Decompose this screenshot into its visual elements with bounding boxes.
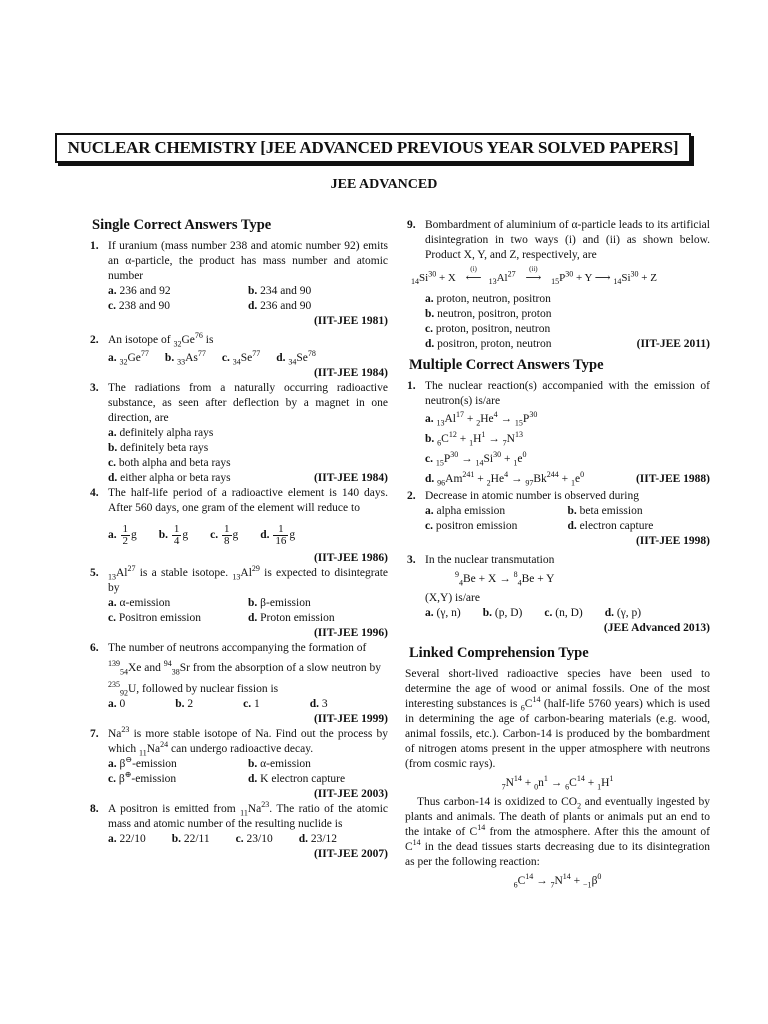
left-column — [88, 218, 388, 862]
source-q1: (IIT-JEE 1981) — [313, 315, 388, 327]
options-mc2: a. alpha emission b. beta emission c. positron emission d. electron capture — [425, 505, 654, 532]
question-1 — [88, 239, 388, 284]
question-text: Na$^{23}$ is more stable isotope of Na. Find out the process by which $_{11}Na^{24}$ can undergo radioactive decay. — [108, 725, 388, 758]
source-mc3: (JEE Advanced 2013) — [603, 622, 710, 634]
source-q4: (IIT-JEE 1986) — [313, 552, 388, 564]
question-text: The radiations from a naturally occurring radioactive substance, as seen after deflection by a magnet in one direction, are — [108, 382, 388, 424]
section-single-correct: Single Correct Answers Type — [92, 217, 272, 233]
section-linked-comprehension: Linked Comprehension Type — [409, 645, 589, 661]
question-text: $_{13}Al^{27}$ is a stable isotope. $_{13}Al^{29}$ is expected to disintegrate by — [108, 564, 388, 594]
options-q6: a. 0 b. 2 c. 1 d. 3 — [108, 698, 328, 710]
options-q2: a. $_{32}Ge^{77}$ b. $_{33}As^{77}$ c. $_{34}Se^{77}$ d. $_{34}Se^{78}$ — [108, 349, 316, 367]
options-mc1-last: d. $_{96}Am^{241} + _2He^4 \to _{97}Bk^{244} + _1e^0$ (IIT-JEE 1988) — [425, 470, 710, 488]
options-q8: a. 22/10 b. 22/11 c. 23/10 d. 23/12 — [108, 833, 338, 845]
question-7: 7. Na$^{23}$ is more stable isotope of Na. Find out the process by which $_{11}Na^{24}$ can undergo radioactive decay. — [90, 725, 388, 758]
options-q9-last: d. positron, proton, neutron (IIT-JEE 2011) — [425, 338, 710, 350]
options-mc3: a. (γ, n) b. (p, D) c. (n, D) d. (γ, p) — [425, 607, 642, 619]
option-b: 234 and 90 — [260, 285, 312, 297]
option-c: 238 and 90 — [118, 300, 170, 312]
source-q6: (IIT-JEE 1999) — [313, 713, 388, 725]
question-number: 1. — [90, 240, 99, 252]
question-text: If uranium (mass number 238 and atomic number 92) emits an α-particle, the product has mass number and atomic number — [108, 240, 388, 282]
source-mc1: (IIT-JEE 1988) — [635, 473, 710, 485]
options-q7: a. β⊖-emission b. α-emission c. β⊕-emission d. K electron capture — [108, 755, 346, 785]
reaction-equation: $_{14}Si^{30} + X$ (i) ⟵ $_{13}Al^{27}$ (ii) ⟶ $_{15}P^{30} + Y$ ⟶ $_{14}Si^{30} + Z$ — [411, 265, 657, 287]
options-q9: a. proton, neutron, positron b. neutron, positron, proton c. proton, positron, neutron — [425, 293, 552, 335]
options-q4: a. $\frac{1}{2}$ g b. $\frac{1}{4}$ g c. $\frac{1}{8}$ g d. $\frac{1}{16}$ g — [108, 523, 296, 547]
exam-heading: JEE ADVANCED — [330, 177, 438, 192]
right-column — [405, 218, 710, 893]
source-q7: (IIT-JEE 2003) — [313, 788, 388, 800]
mc-question-1: 1. The nuclear reaction(s) accompanied with the emission of neutron(s) is/are — [407, 380, 710, 407]
comprehension-paragraph-1: Several short-lived radioactive species have been used to determine the age of wood or animal fossils. One of the most interesting substances is $_6C^{14}$ (half-life 5760 years) which is used in determining the age of carbon-bearing materials (e.g. wood, animal fossils, etc.). Carbon-14 is produced by the bombardment of nitrogen atoms present in the upper atmosphere with neutrons (from cosmic rays). — [405, 668, 711, 770]
option-a: 236 and 92 — [119, 285, 171, 297]
question-6: 6. The number of neutrons accompanying the formation of — [90, 642, 367, 654]
options-q3-last: d. either alpha or beta rays (IIT-JEE 1984) — [108, 472, 388, 484]
xy-label: (X,Y) is/are — [425, 592, 480, 604]
question-8: 8. A positron is emitted from $_{11}Na^{23}$. The ratio of the atomic mass and atomic number of the resulting nuclide is — [90, 800, 388, 830]
option-d: 236 and 90 — [260, 300, 312, 312]
source-q5: (IIT-JEE 1996) — [313, 627, 388, 639]
options-mc1: a. $_{13}Al^{17} + _2He^4 \to _{15}P^{30}$ b. $_6C^{12} + _1H^1 \to _7N^{13}$ c. $_{15}P^{30} \to _{14}Si^{30} + _1e^0$ — [425, 410, 538, 468]
question-text: The nuclear reaction(s) accompanied with the emission of neutron(s) is/are — [425, 380, 710, 407]
comprehension-paragraph-2: Thus carbon-14 is oxidized to $CO_2$ and eventually ingested by plants and animals. The death of plants or animals put an end to the intake of $C^{14}$ from the atmosphere. After this the amount of $C^{14}$ in the dead tissues starts decreasing due to its disintegration as per the following reaction: — [405, 796, 710, 868]
question-text: A positron is emitted from $_{11}Na^{23}$. The ratio of the atomic mass and atomic number of the resulting nuclide is — [108, 800, 388, 830]
source-q8: (IIT-JEE 2007) — [313, 848, 388, 860]
source-q3: (IIT-JEE 1984) — [313, 472, 388, 484]
options-q1: a. 236 and 92 b. 234 and 90 c. 238 and 90 d. 236 and 90 — [108, 285, 312, 312]
question-4: 4. The half-life period of a radioactive element is 140 days. After 560 days, one gram of the element will reduce to — [90, 487, 388, 514]
question-3: 3. The radiations from a naturally occurring radioactive substance, as seen after deflection by a magnet in one direction, are — [90, 382, 388, 424]
question-2: 2. An isotope of $_{32}Ge^{76}$ is — [90, 331, 214, 349]
page-title: NUCLEAR CHEMISTRY [JEE ADVANCED PREVIOUS YEAR SOLVED PAPERS] — [55, 133, 691, 163]
source-q2: (IIT-JEE 1984) — [313, 367, 388, 379]
carbon-production-equation: $_7N^{14} + _0n^1 \to _6C^{14} + _1H^1$ — [501, 774, 614, 792]
question-text: In the nuclear transmutation — [425, 554, 555, 566]
section-multiple-correct: Multiple Correct Answers Type — [409, 357, 604, 373]
mc-question-3: 3. In the nuclear transmutation — [407, 554, 555, 566]
question-6-cont: $^{139}_{54}$Xe and $^{94}_{38}$Sr from the absorption of a slow neutron by — [108, 659, 381, 677]
question-6-cont2: $^{235}_{92}$U, followed by nuclear fission is — [108, 680, 279, 698]
question-text: The number of neutrons accompanying the formation of — [108, 642, 367, 654]
source-mc2: (IIT-JEE 1998) — [635, 535, 710, 547]
question-text: Decrease in atomic number is observed during — [425, 490, 639, 502]
source-q9: (IIT-JEE 2011) — [636, 338, 710, 350]
mc-question-2: 2. Decrease in atomic number is observed during — [407, 490, 639, 502]
question-text: The half-life period of a radioactive element is 140 days. After 560 days, one gram of the element will reduce to — [108, 487, 388, 514]
question-text: Bombardment of aluminium of α-particle leads to its artificial disintegration in two ways (i) and (ii) as shown below. Product X, Y, and Z, respectively, are — [425, 219, 710, 261]
options-q5: a. α-emission b. β-emission c. Positron emission d. Proton emission — [108, 597, 335, 624]
question-text: An isotope of $_{32}Ge^{76}$ is — [108, 331, 214, 349]
question-9: 9. Bombardment of aluminium of α-particle leads to its artificial disintegration in two ways (i) and (ii) as shown below. Product X, Y, and Z, respectively, are — [407, 219, 710, 261]
transmutation-equation: $^9_4$Be + X → $^8_4$Be + Y — [455, 570, 555, 588]
question-5: 5. $_{13}Al^{27}$ is a stable isotope. $_{13}Al^{29}$ is expected to disintegrate by — [90, 564, 388, 594]
carbon-decay-equation: $_6C^{14} \to _7N^{14} + _{-1}\beta^0$ — [513, 872, 602, 890]
options-q3: a. definitely alpha rays b. definitely beta rays c. both alpha and beta rays — [108, 427, 231, 469]
